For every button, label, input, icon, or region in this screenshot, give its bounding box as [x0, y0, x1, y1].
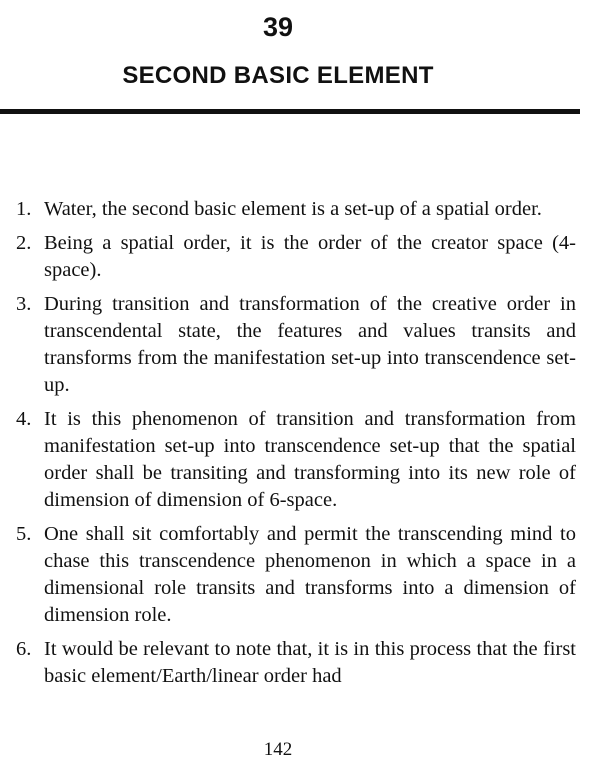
list-item [16, 230, 576, 284]
item-number: 5. [16, 523, 32, 545]
numbered-list [16, 196, 576, 697]
item-text: One shall sit comfortably and permit the transcending mind to chase this transcendence phenomenon in which a space in a dimensional role transits and transforms into a dimension of dimension role. [44, 523, 576, 626]
header-rule [0, 109, 580, 114]
list-item [16, 521, 576, 629]
page-number: 142 [263, 739, 293, 760]
chapter-title: SECOND BASIC ELEMENT [122, 62, 434, 89]
item-text: It is this phenomenon of transition and transformation from manifestation set-up into transcendence set-up that the spatial order shall be transiting and transforming into its new role of dimension of dimension of 6-space. [44, 408, 576, 511]
item-number: 1. [16, 198, 32, 220]
list-item [16, 636, 576, 690]
item-number: 6. [16, 638, 32, 660]
item-number: 4. [16, 408, 32, 430]
item-number: 3. [16, 293, 32, 315]
item-number: 2. [16, 232, 32, 254]
item-text: During transition and transformation of the creative order in transcendental state, the features and values transits and transforms from the manifestation set-up into transcendence set-up. [44, 293, 576, 396]
list-item [16, 196, 576, 223]
chapter-number: 39 [262, 12, 294, 42]
item-text: Being a spatial order, it is the order of the creator space (4-space). [44, 232, 576, 281]
item-text: Water, the second basic element is a set-up of a spatial order. [44, 198, 542, 220]
item-text: It would be relevant to note that, it is in this process that the first basic element/Earth/linear order had [44, 638, 576, 687]
list-item [16, 291, 576, 399]
list-item [16, 406, 576, 514]
